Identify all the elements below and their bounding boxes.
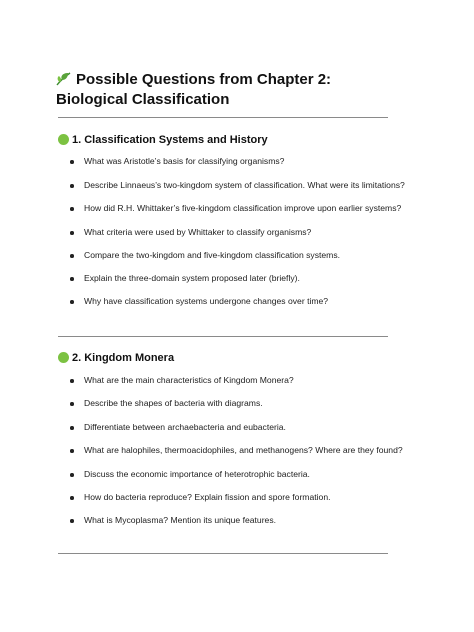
question-text: Discuss the economic importance of heterotrophic bacteria. xyxy=(84,469,310,479)
bullet-icon xyxy=(70,184,74,188)
section-heading xyxy=(58,351,174,365)
question-text: Compare the two-kingdom and five-kingdom classification systems. xyxy=(84,250,341,260)
green-circle-icon xyxy=(58,352,69,363)
question-text: Explain the three-domain system proposed later (briefly). xyxy=(84,273,300,283)
bullet-icon xyxy=(70,207,74,211)
question-text: What are the main characteristics of Kingdom Monera? xyxy=(84,375,294,385)
bullet-icon xyxy=(70,277,74,281)
question-text: What criteria were used by Whittaker to classify organisms? xyxy=(84,227,312,237)
question-text: What are halophiles, thermoacidophiles, and methanogens? Where are they found? xyxy=(84,445,403,455)
section-heading-text: 1. Classification Systems and History xyxy=(72,134,268,146)
bullet-icon xyxy=(70,300,74,304)
question-text: How did R.H. Whittaker’s five-kingdom classification improve upon earlier systems? xyxy=(84,203,402,213)
divider xyxy=(58,336,388,337)
bullet-icon xyxy=(70,449,74,453)
bullet-icon xyxy=(70,231,74,235)
bullet-icon xyxy=(70,426,74,430)
bullet-icon xyxy=(70,379,74,383)
bullet-icon xyxy=(70,473,74,477)
question-text: What was Aristotle’s basis for classifying organisms? xyxy=(84,156,285,166)
page-title xyxy=(56,70,396,110)
question-text: Describe the shapes of bacteria with diagrams. xyxy=(84,398,263,408)
question-text: Differentiate between archaebacteria and eubacteria. xyxy=(84,422,286,432)
bullet-icon xyxy=(70,519,74,523)
divider xyxy=(58,553,388,554)
divider xyxy=(58,117,388,118)
bullet-icon xyxy=(70,160,74,164)
bullet-icon xyxy=(70,496,74,500)
section-heading xyxy=(58,133,268,147)
page-title-text: Possible Questions from Chapter 2: Biological Classification xyxy=(56,71,332,108)
question-text: Describe Linnaeus’s two-kingdom system of classification. What were its limitations? xyxy=(84,180,405,190)
question-text: How do bacteria reproduce? Explain fission and spore formation. xyxy=(84,492,331,502)
green-circle-icon xyxy=(58,134,69,145)
section-heading-text: 2. Kingdom Monera xyxy=(72,352,175,364)
herb-leaf-icon xyxy=(56,72,72,86)
bullet-icon xyxy=(70,254,74,258)
question-text: What is Mycoplasma? Mention its unique features. xyxy=(84,515,277,525)
question-text: Why have classification systems undergone changes over time? xyxy=(84,296,329,306)
bullet-icon xyxy=(70,402,74,406)
